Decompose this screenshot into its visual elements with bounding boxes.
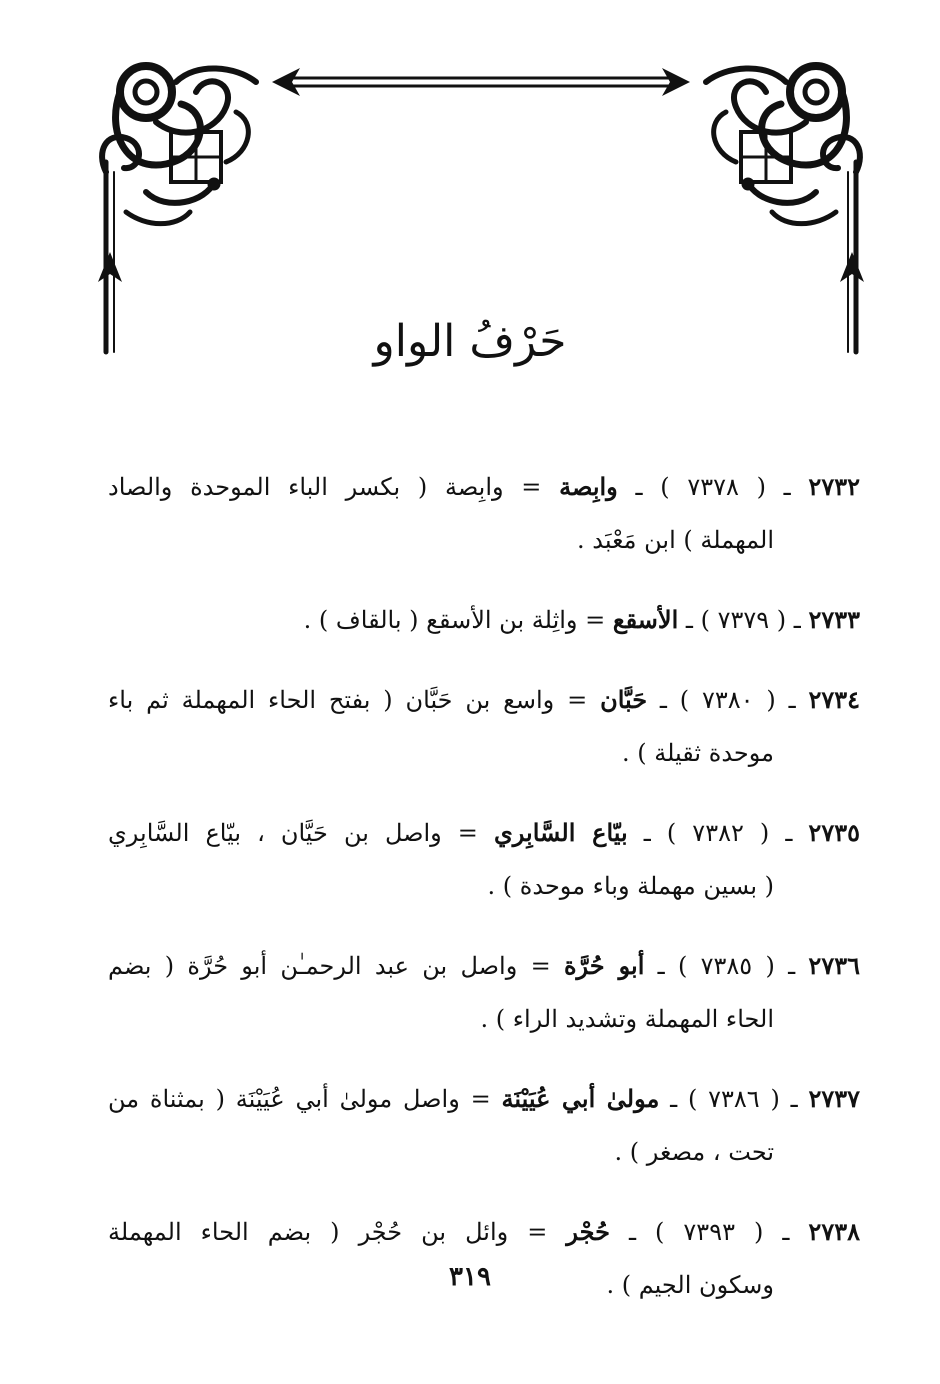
entry-text: = واثِلة بن الأسقع ( بالقاف ) . <box>303 606 606 634</box>
entry-headword: حُجْر <box>566 1217 610 1246</box>
entry-reference: ( ٧٣٨٢ ) <box>666 819 770 847</box>
entry-continuation: المهملة ) ابن مَعْبَد . <box>576 526 774 554</box>
entry-line: ٢٧٣٢ ـ ( ٧٣٧٨ ) ـ وابِصة = وابِصة ( بكسر الباء الموحدة والصاد <box>108 472 860 501</box>
entry-text: = واصل مولىٰ أبي عُيَيْنَة ( بمثناة من <box>108 1085 491 1113</box>
entry-headword: وابِصة <box>559 472 618 501</box>
entries-list <box>108 460 860 1338</box>
entry-headword: بيّاع السَّابِري <box>493 818 628 847</box>
entry-headword: الأسقع <box>612 605 679 634</box>
entry-number: ٢٧٣٨ <box>808 1217 860 1246</box>
entry-text: = وابِصة ( بكسر الباء الموحدة والصاد <box>108 473 542 501</box>
entry <box>108 673 860 780</box>
entry-reference: ( ٧٣٧٩ ) <box>700 606 787 634</box>
entry <box>108 593 860 647</box>
entry-line: ٢٧٣٦ ـ ( ٧٣٨٥ ) ـ أبو حُرَّة = واصل بن عبد الرحمـٰن أبو حُرَّة ( بضم <box>108 951 860 980</box>
entry-reference: ( ٧٣٨٦ ) <box>687 1085 780 1113</box>
entry-headword: مولىٰ أبي عُيَيْنَة <box>501 1084 660 1113</box>
entry-number: ٢٧٣٤ <box>808 685 861 714</box>
entry-number: ٢٧٣٢ <box>808 472 860 501</box>
entry-text: = وائل بن حُجْر ( بضم الحاء المهملة <box>108 1218 548 1246</box>
entry-continuation: تحت ، مصغر ) . <box>614 1138 774 1166</box>
entry-text: = واسع بن حَبَّان ( بفتح الحاء المهملة ثم باء <box>108 686 588 714</box>
entry-number: ٢٧٣٧ <box>808 1084 861 1113</box>
entry-continuation: الحاء المهملة وتشديد الراء ) . <box>480 1005 774 1033</box>
entry-reference: ( ٧٣٨٥ ) <box>677 952 775 980</box>
entry-headword: حَبَّان <box>600 685 648 714</box>
entry-reference: ( ٧٣٨٠ ) <box>679 686 776 714</box>
entry-continuation: موحدة ثقيلة ) . <box>621 739 774 767</box>
entry <box>108 806 860 913</box>
entry-number: ٢٧٣٣ <box>808 605 860 634</box>
entry <box>108 939 860 1046</box>
entry-text: = واصل بن عبد الرحمـٰن أبو حُرَّة ( بضم <box>108 952 551 980</box>
entry-reference: ( ٧٣٩٣ ) <box>655 1218 764 1246</box>
entry-headword: أبو حُرَّة <box>563 951 645 980</box>
entry-line: ٢٧٣٣ ـ ( ٧٣٧٩ ) ـ الأسقع = واثِلة بن الأسقع ( بالقاف ) . <box>303 605 860 634</box>
entry-continuation: وسكون الجيم ) . <box>606 1271 774 1299</box>
entry <box>108 460 860 567</box>
entry-line: ٢٧٣٧ ـ ( ٧٣٨٦ ) ـ مولىٰ أبي عُيَيْنَة = واصل مولىٰ أبي عُيَيْنَة ( بمثناة من <box>108 1084 861 1113</box>
entry-line: ٢٧٣٥ ـ ( ٧٣٨٢ ) ـ بيّاع السَّابِري = واصل بن حَيَّان ، بيّاع السَّابِري <box>108 818 860 847</box>
entry <box>108 1072 860 1179</box>
entry-number: ٢٧٣٦ <box>808 951 860 980</box>
entry-reference: ( ٧٣٧٨ ) <box>660 473 766 501</box>
chapter-title: حَرْفُ الواو <box>373 316 567 367</box>
entry-text: = واصل بن حَيَّان ، بيّاع السَّابِري <box>108 819 478 847</box>
entry-line: ٢٧٣٤ ـ ( ٧٣٨٠ ) ـ حَبَّان = واسع بن حَبَّان ( بفتح الحاء المهملة ثم باء <box>108 685 861 714</box>
entry-number: ٢٧٣٥ <box>808 818 860 847</box>
entry-line: ٢٧٣٨ ـ ( ٧٣٩٣ ) ـ حُجْر = وائل بن حُجْر ( بضم الحاء المهملة <box>108 1217 860 1246</box>
page-number: ٣١٩ <box>449 1262 491 1292</box>
entry-continuation: ( بسين مهملة وباء موحدة ) . <box>487 872 774 900</box>
entry <box>108 1205 860 1312</box>
